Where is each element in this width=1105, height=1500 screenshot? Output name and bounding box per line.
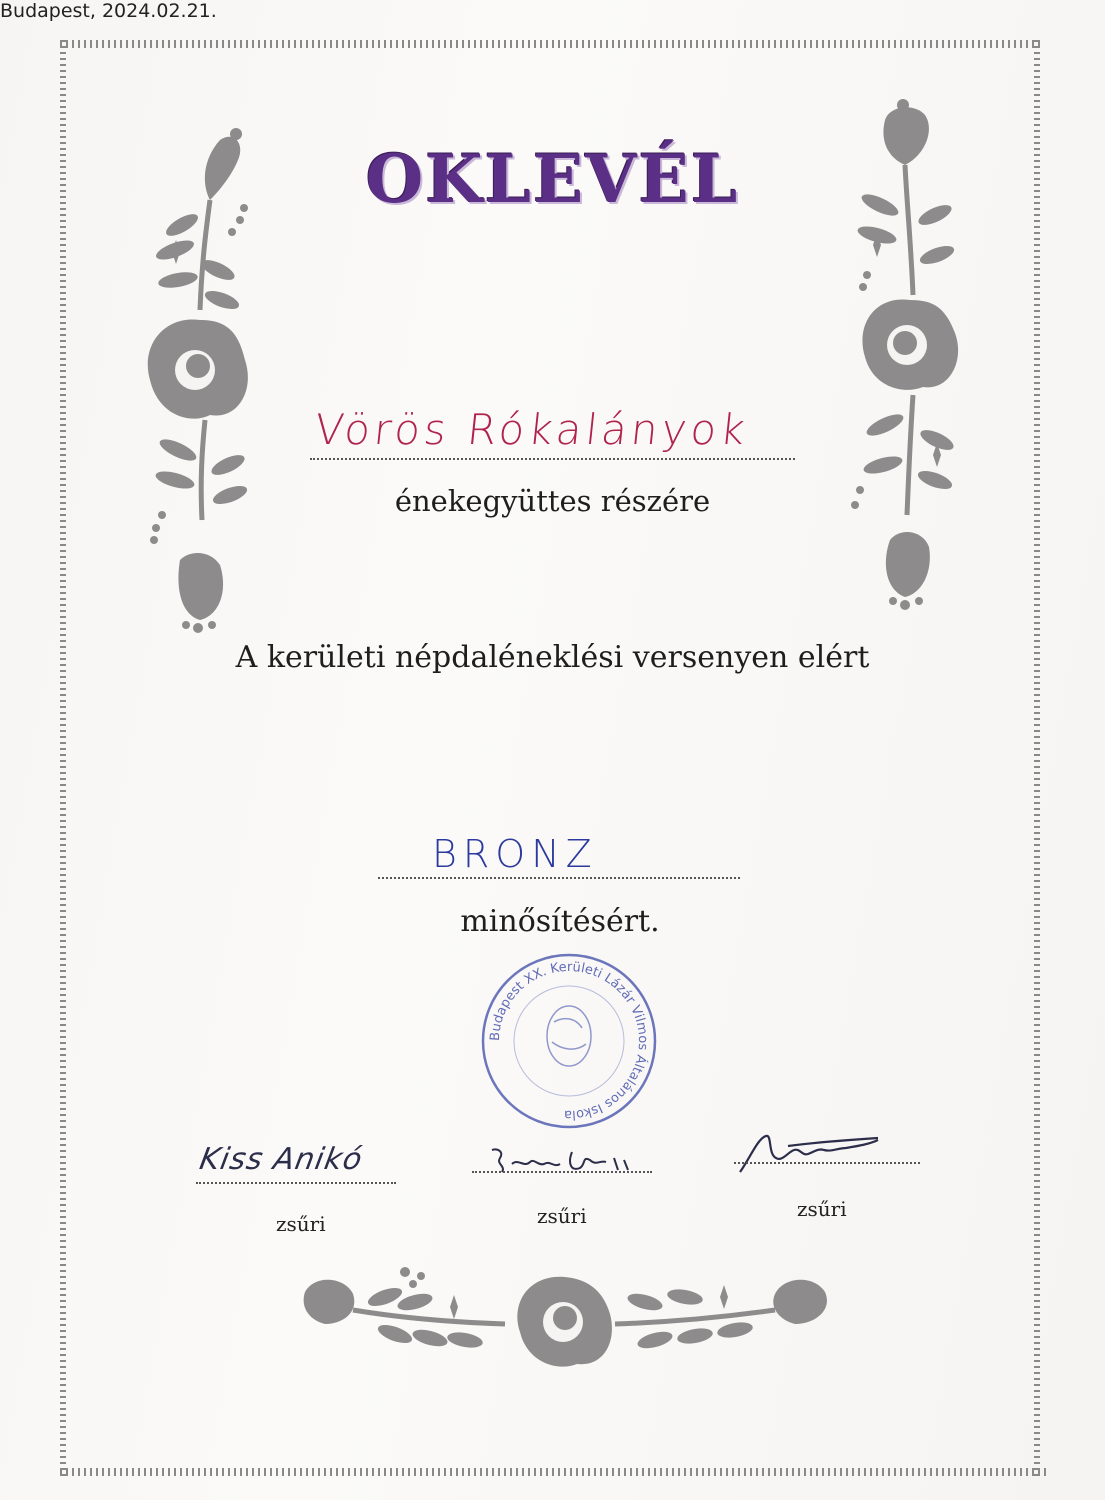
border-top <box>60 40 1040 48</box>
signature-1 <box>196 1140 406 1190</box>
recipient-subtitle: énekegyüttes részére <box>394 484 711 518</box>
signature-3-scribble-icon <box>728 1128 920 1178</box>
border-right <box>1034 40 1040 1476</box>
signature-2-scribble-icon <box>472 1138 654 1182</box>
signature-2-dotted-line <box>472 1171 652 1173</box>
border-left <box>60 40 66 1476</box>
jury-label-3: zsűri <box>797 1197 847 1221</box>
official-stamp-icon <box>478 950 660 1132</box>
jury-label-1: zsűri <box>276 1212 326 1236</box>
signature-1-dotted-line <box>196 1182 396 1184</box>
border-bottom <box>60 1468 1050 1476</box>
svg-text:Budapest XX. Kerületi Lázár Vi <box>488 960 650 1122</box>
grade-value: BRONZ <box>432 832 598 876</box>
folk-ornament-bottom-icon <box>295 1262 835 1382</box>
grade-suffix: minősítésért. <box>460 904 660 939</box>
signature-2 <box>472 1138 654 1188</box>
recipient-dotted-line <box>310 458 795 460</box>
signature-3 <box>728 1128 920 1182</box>
signature-1-name: Kiss Anikó <box>196 1142 366 1177</box>
achievement-text: A kerületi népdaléneklési versenyen elért <box>235 640 870 675</box>
grade-dotted-line <box>378 877 740 879</box>
signature-3-dotted-line <box>734 1162 920 1164</box>
recipient-name: Vörös Rókalányok <box>312 405 752 454</box>
jury-label-2: zsűri <box>537 1204 587 1228</box>
place-and-date: Budapest, 2024.02.21. <box>0 0 217 22</box>
stamp-text: Budapest XX. Kerületi Lázár Vilmos Általános Iskola <box>487 959 651 1123</box>
certificate-title: OKLEVÉL <box>365 140 740 218</box>
